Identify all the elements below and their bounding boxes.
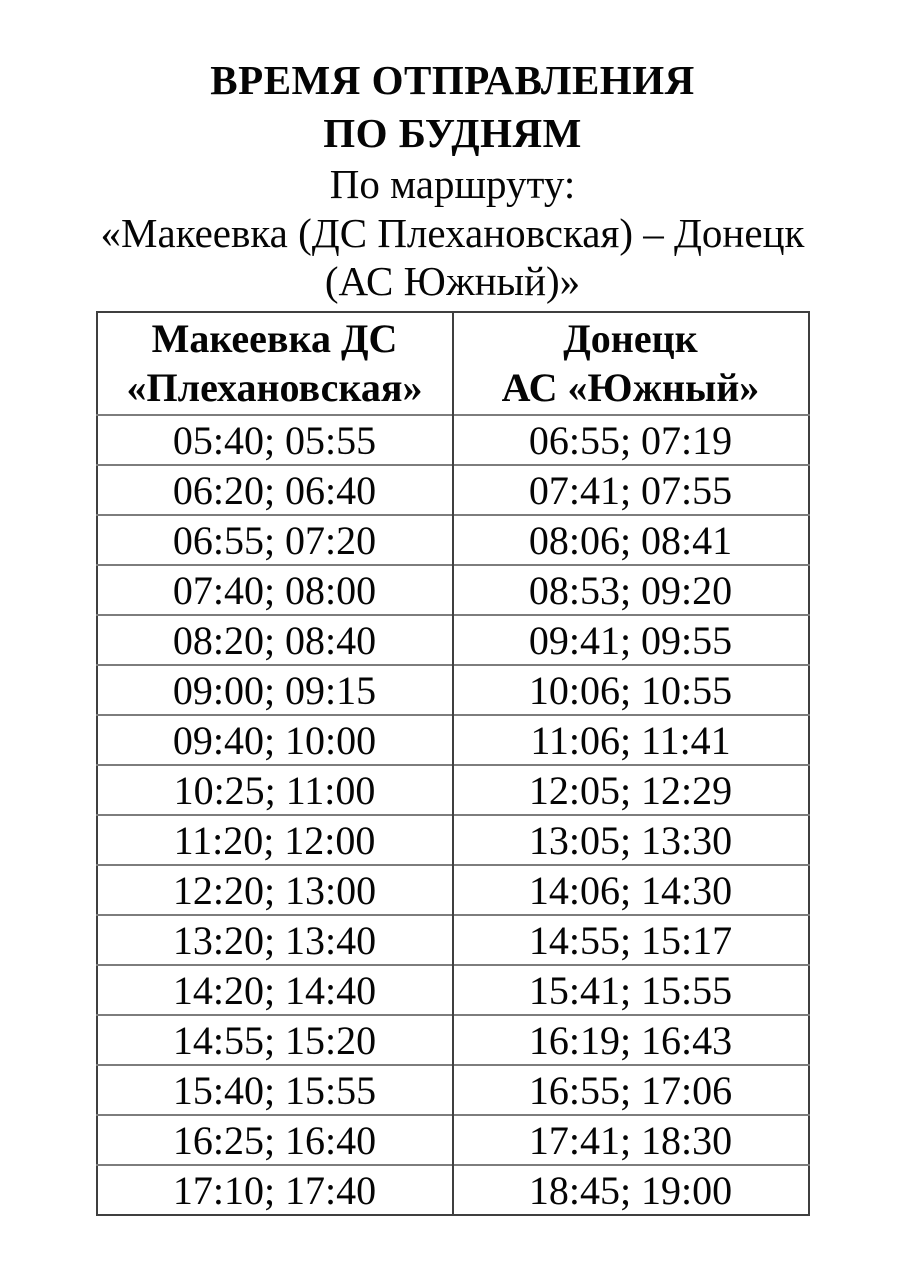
departure-cell-donetsk: 08:06; 08:41	[453, 515, 809, 565]
table-row	[97, 465, 809, 515]
table-row	[97, 1165, 809, 1215]
route-name-line2: (АС Южный)»	[324, 258, 581, 304]
departure-cell-makeevka: 05:40; 05:55	[97, 415, 453, 465]
departure-cell-makeevka: 08:20; 08:40	[97, 615, 453, 665]
departure-cell-makeevka: 17:10; 17:40	[97, 1165, 453, 1215]
departure-cell-makeevka: 15:40; 15:55	[97, 1065, 453, 1115]
departure-cell-makeevka: 16:25; 16:40	[97, 1115, 453, 1165]
table-header	[97, 312, 809, 415]
column-header-donetsk	[453, 312, 809, 415]
table-row	[97, 1065, 809, 1115]
departure-cell-donetsk: 13:05; 13:30	[453, 815, 809, 865]
departure-cell-makeevka: 12:20; 13:00	[97, 865, 453, 915]
table-row	[97, 965, 809, 1015]
departure-times-table	[96, 311, 810, 1216]
table-row	[97, 715, 809, 765]
departure-cell-donetsk: 14:06; 14:30	[453, 865, 809, 915]
departure-cell-makeevka: 14:55; 15:20	[97, 1015, 453, 1065]
table-row	[97, 1015, 809, 1065]
column-header-makeevka-line1: Макеевка ДС	[151, 316, 398, 361]
table-body	[97, 415, 809, 1215]
table-row	[97, 815, 809, 865]
departure-cell-donetsk: 10:06; 10:55	[453, 665, 809, 715]
departure-cell-makeevka: 06:55; 07:20	[97, 515, 453, 565]
departure-cell-donetsk: 11:06; 11:41	[453, 715, 809, 765]
column-header-makeevka	[97, 312, 453, 415]
departure-cell-makeevka: 11:20; 12:00	[97, 815, 453, 865]
departure-cell-makeevka: 13:20; 13:40	[97, 915, 453, 965]
table-row	[97, 615, 809, 665]
departure-cell-makeevka: 06:20; 06:40	[97, 465, 453, 515]
departure-cell-makeevka: 14:20; 14:40	[97, 965, 453, 1015]
table-row	[97, 765, 809, 815]
departure-cell-donetsk: 08:53; 09:20	[453, 565, 809, 615]
departure-cell-donetsk: 06:55; 07:19	[453, 415, 809, 465]
column-header-donetsk-line2: АС «Южный»	[501, 365, 760, 410]
departure-cell-donetsk: 16:19; 16:43	[453, 1015, 809, 1065]
departure-cell-donetsk: 12:05; 12:29	[453, 765, 809, 815]
table-row	[97, 515, 809, 565]
column-header-makeevka-line2: «Плехановская»	[126, 365, 423, 410]
departure-cell-makeevka: 09:40; 10:00	[97, 715, 453, 765]
departure-cell-donetsk: 18:45; 19:00	[453, 1165, 809, 1215]
table-header-row	[97, 312, 809, 415]
table-row	[97, 665, 809, 715]
column-header-donetsk-line1: Донецк	[563, 316, 698, 361]
table-row	[97, 1115, 809, 1165]
departure-cell-donetsk: 16:55; 17:06	[453, 1065, 809, 1115]
table-row	[97, 415, 809, 465]
route-name-line1: «Макеевка (ДС Плехановская) – Донецк	[100, 210, 805, 256]
departure-cell-donetsk: 07:41; 07:55	[453, 465, 809, 515]
departure-cell-makeevka: 09:00; 09:15	[97, 665, 453, 715]
page-title-line2: ПО БУДНЯМ	[323, 110, 582, 156]
departure-cell-donetsk: 17:41; 18:30	[453, 1115, 809, 1165]
departure-cell-donetsk: 14:55; 15:17	[453, 915, 809, 965]
header-block	[0, 0, 905, 305]
route-label: По маршруту:	[329, 161, 576, 207]
table-row	[97, 565, 809, 615]
departure-cell-donetsk: 15:41; 15:55	[453, 965, 809, 1015]
departure-cell-makeevka: 07:40; 08:00	[97, 565, 453, 615]
departure-cell-makeevka: 10:25; 11:00	[97, 765, 453, 815]
departure-cell-donetsk: 09:41; 09:55	[453, 615, 809, 665]
table-row	[97, 915, 809, 965]
page-title-line1: ВРЕМЯ ОТПРАВЛЕНИЯ	[210, 57, 695, 103]
table-row	[97, 865, 809, 915]
